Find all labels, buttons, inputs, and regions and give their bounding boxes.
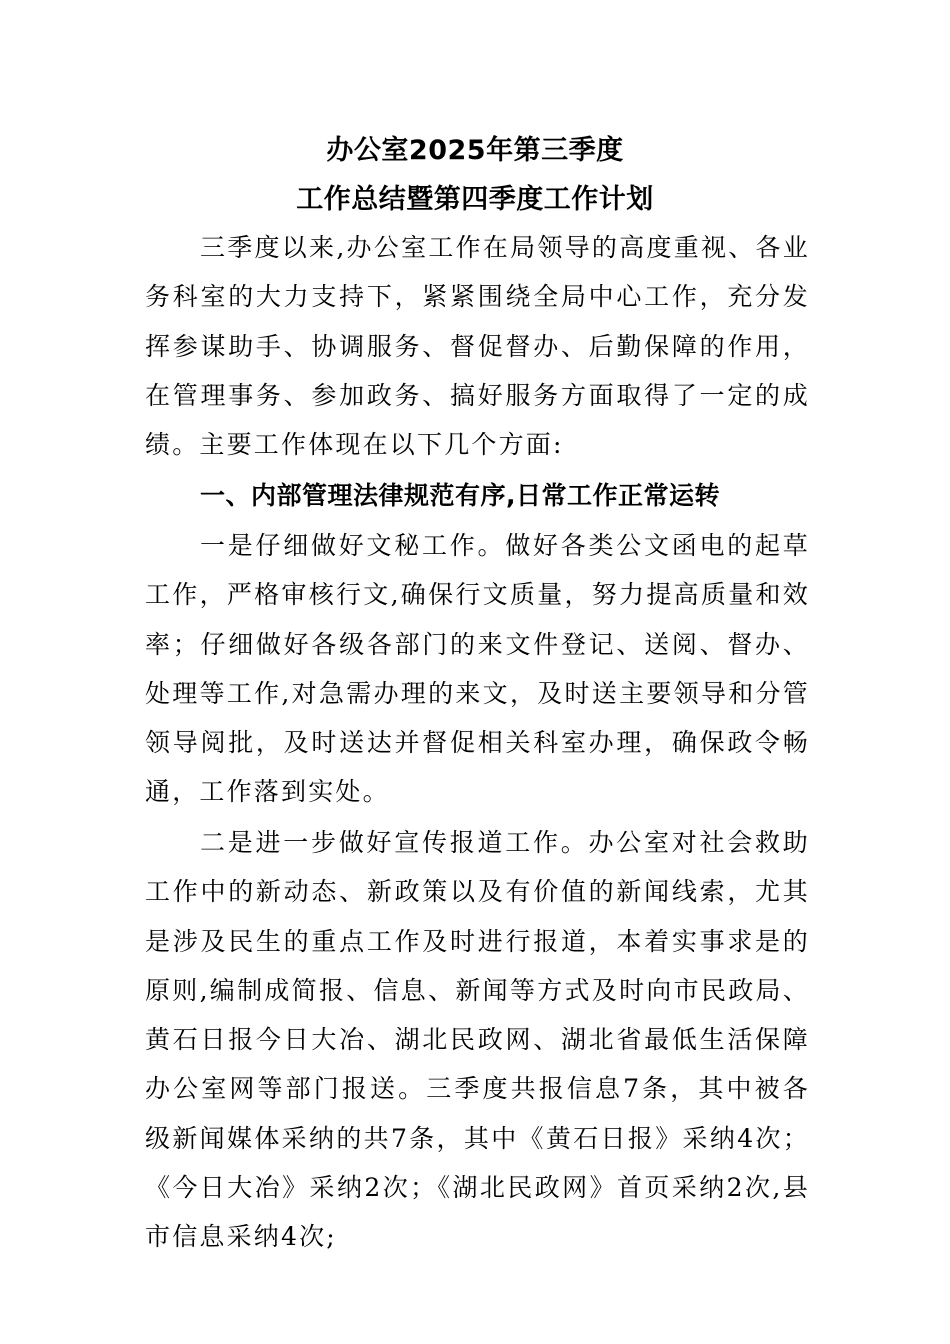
section-heading-1: 一、内部管理法律规范有序,日常工作正常运转 (200, 481, 720, 510)
document-title-line2: 工作总结暨第四季度工作计划 (296, 184, 654, 215)
paragraph-secretarial-work: 一是仔细做好文秘工作。做好各类公文函电的起草工作，严格审核行文,确保行文质量，努力提高质量和效率；仔细做好各级各部门的来文件登记、送阅、督办、处理等工作,对急需办理的来文，及时送主要领导和分管领导阅批，及时送达并督促相关科室办理，确保政令畅通，工作落到实处。 (145, 531, 810, 807)
paragraph-publicity-work: 二是进一步做好宣传报道工作。办公室对社会救助工作中的新动态、新政策以及有价值的新闻线索，尤其是涉及民生的重点工作及时进行报道，本着实事求是的原则,编制成简报、信息、新闻等方式及时向市民政局、黄石日报今日大冶、湖北民政网、湖北省最低生活保障办公室网等部门报送。三季度共报信息7条，其中被各级新闻媒体采纳的共7条，其中《黄石日报》采纳4次；《今日大冶》采纳2次；《湖北民政网》首页采纳2次,县市信息采纳4次; (145, 828, 810, 1252)
intro-paragraph: 三季度以来,办公室工作在局领导的高度重视、各业务科室的大力支持下，紧紧围绕全局中心工作，充分发挥参谋助手、协调服务、督促督办、后勤保障的作用，在管理事务、参加政务、搞好服务方面取得了一定的成绩。主要工作体现在以下几个方面: (145, 233, 810, 460)
document-title-line1: 办公室2025年第三季度 (326, 135, 624, 166)
